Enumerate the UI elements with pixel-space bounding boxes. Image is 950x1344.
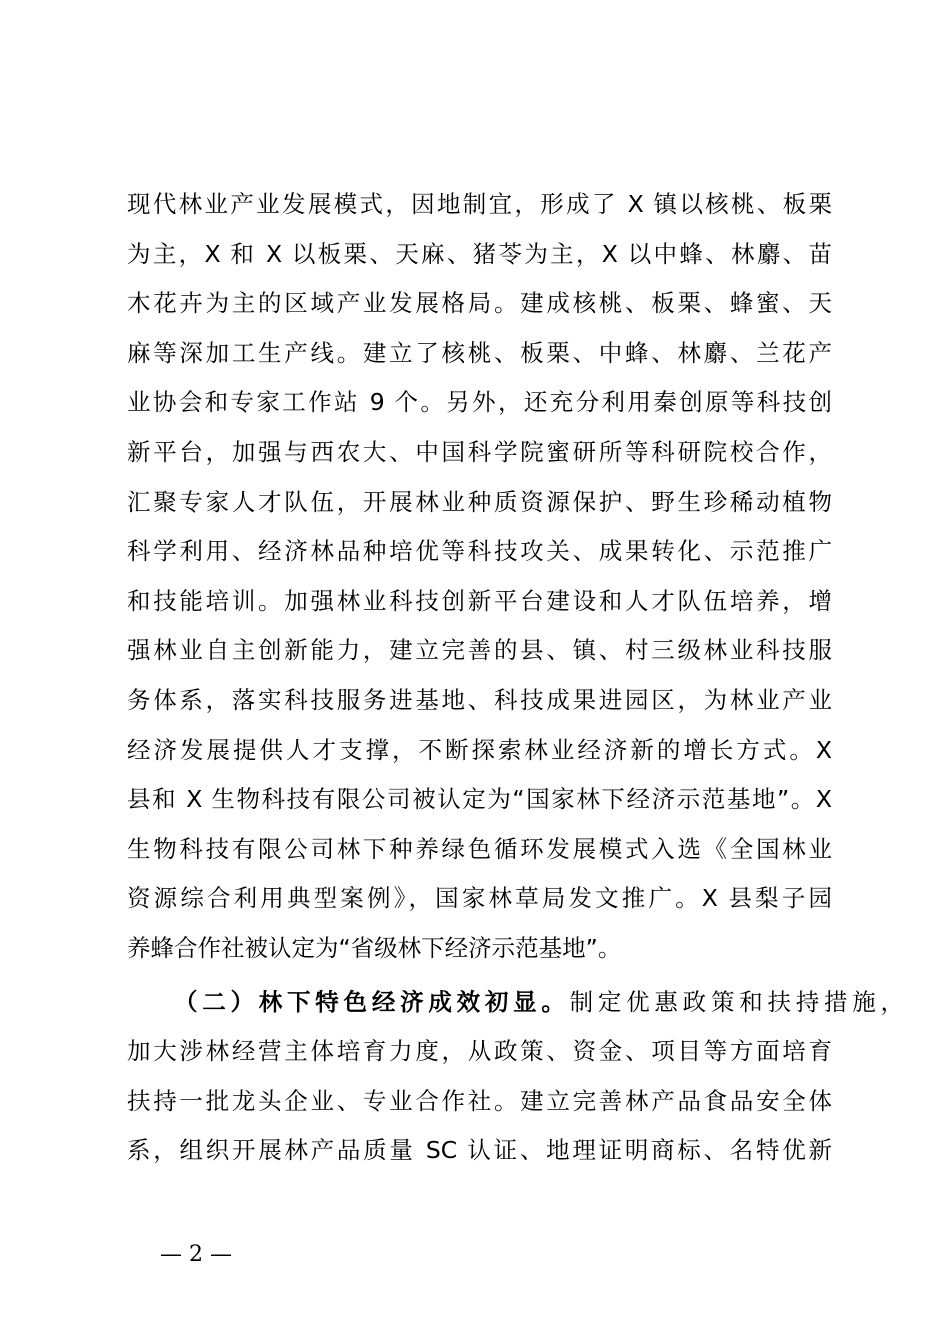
section-heading: （二）林下特色经济成效初显。: [174, 987, 570, 1016]
text-line: 为主，X 和 X 以板栗、天麻、猪苓为主，X 以中蜂、林麝、苗: [127, 239, 832, 268]
text-line: 麻等深加工生产线。建立了核桃、板栗、中蜂、林麝、兰花产: [127, 338, 832, 367]
heading-line-text: 制定优惠政策和扶持措施，: [569, 987, 905, 1016]
text-line: [127, 978, 904, 1028]
body-text: [127, 180, 905, 1176]
text-line: 生物科技有限公司林下种养绿色循环发展模式入选《全国林业: [127, 834, 832, 863]
text-line: 系，组织开展林产品质量 SC 认证、地理证明商标、名特优新: [127, 1136, 832, 1165]
text-line: 务体系，落实科技服务进基地、科技成果进园区，为林业产业: [127, 685, 832, 714]
page-number: — 2 —: [160, 1242, 232, 1267]
text-line: 强林业自主创新能力，建立完善的县、镇、村三级林业科技服: [127, 636, 832, 665]
text-line: 加大涉林经营主体培育力度，从政策、资金、项目等方面培育: [127, 1037, 832, 1066]
text-line: 扶持一批龙头企业、专业合作社。建立完善林产品食品安全体: [127, 1086, 832, 1115]
text-line: 和技能培训。加强林业科技创新平台建设和人才队伍培养，增: [127, 586, 832, 615]
text-line: 养蜂合作社被认定为“省级林下经济示范基地”。: [127, 933, 622, 962]
text-line: 木花卉为主的区域产业发展格局。建成核桃、板栗、蜂蜜、天: [127, 289, 832, 318]
text-line: 经济发展提供人才支撑，不断探索林业经济新的增长方式。X: [127, 735, 832, 764]
text-line: 资源综合利用典型案例》，国家林草局发文推广。X 县梨子园: [127, 884, 832, 913]
text-line: 科学利用、经济林品种培优等科技攻关、成果转化、示范推广: [127, 537, 832, 566]
text-line: 汇聚专家人才队伍，开展林业种质资源保护、野生珍稀动植物: [127, 487, 832, 516]
text-line: 新平台，加强与西农大、中国科学院蜜研所等科研院校合作，: [127, 437, 832, 466]
text-line: 业协会和专家工作站 9 个。另外，还充分利用秦创原等科技创: [127, 388, 832, 417]
text-line: 县和 X 生物科技有限公司被认定为“国家林下经济示范基地”。X: [127, 785, 832, 814]
paragraph-1: [127, 180, 832, 974]
paragraph-2: [127, 978, 905, 1176]
text-line: 现代林业产业发展模式，因地制宜，形成了 X 镇以核桃、板栗: [127, 190, 832, 218]
